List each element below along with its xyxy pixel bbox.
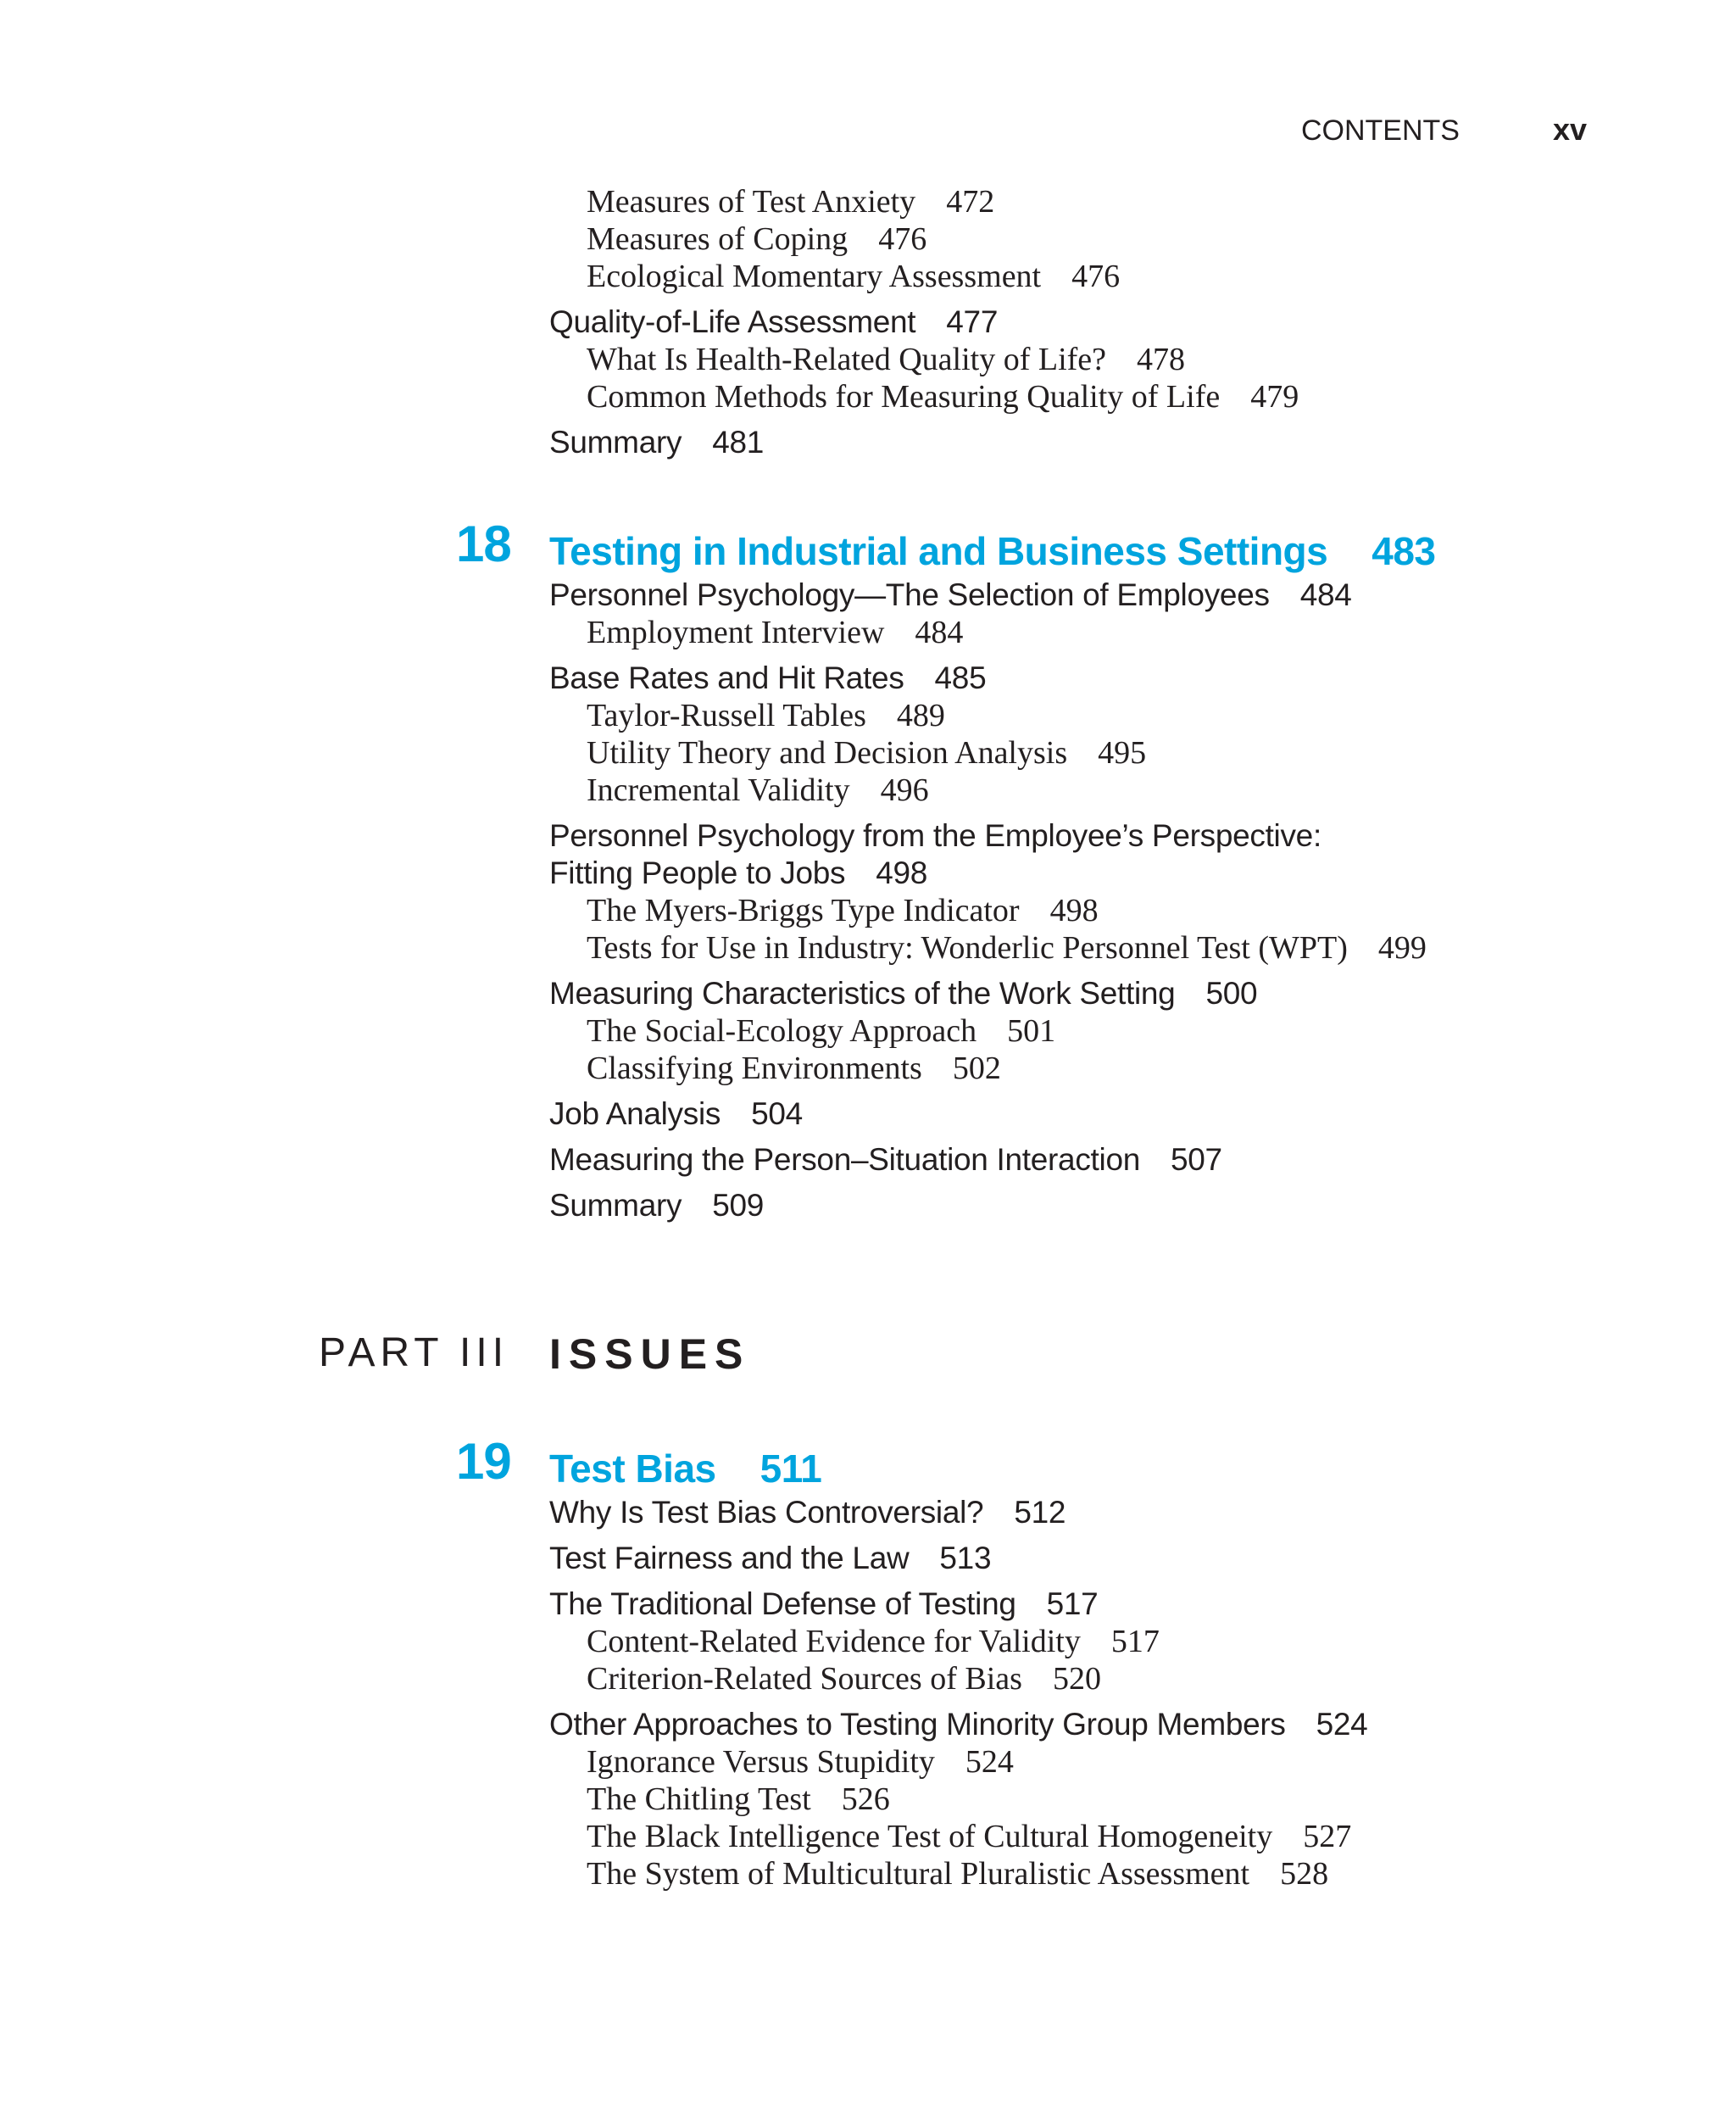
toc-section-entry[interactable] [549, 1706, 1367, 1743]
entry-title: Incremental Validity [587, 772, 850, 808]
entry-title: Why Is Test Bias Controversial? [549, 1495, 984, 1530]
entry-title: Content-Related Evidence for Validity [587, 1624, 1081, 1659]
entry-title: Test Fairness and the Law [549, 1541, 910, 1575]
toc-section-entry[interactable] [549, 660, 1435, 697]
entry-page-number: 526 [841, 1781, 890, 1817]
entry-page-number: 504 [751, 1096, 803, 1131]
toc-section-entry[interactable] [549, 577, 1435, 614]
toc-subsection-entry[interactable] [549, 892, 1435, 929]
entry-title: The Black Intelligence Test of Cultural Homogeneity [587, 1819, 1273, 1854]
entry-title: Utility Theory and Decision Analysis [587, 735, 1068, 771]
entry-page-number: 477 [946, 304, 999, 339]
entry-title: Job Analysis [549, 1096, 721, 1131]
chapter-title: Testing in Industrial and Business Settings [549, 529, 1328, 573]
entry-page-number: 489 [896, 698, 945, 733]
entry-title: Summary [549, 425, 682, 460]
toc-subsection-entry[interactable] [549, 341, 1299, 378]
toc-section-entry[interactable] [549, 975, 1435, 1012]
toc-section-entry[interactable] [549, 1187, 1435, 1224]
entry-page-number: 507 [1171, 1142, 1222, 1177]
toc-section-entry[interactable] [549, 424, 1299, 461]
entry-title: Taylor-Russell Tables [587, 698, 866, 733]
chapter-page-number: 483 [1372, 529, 1436, 573]
chapter-number: 19 [456, 1433, 511, 1490]
chapter-title: Test Bias [549, 1446, 716, 1491]
entry-page-number: 495 [1098, 735, 1147, 771]
entry-page-number: 502 [952, 1051, 1001, 1086]
toc-subsection-entry[interactable] [549, 734, 1435, 772]
part-label: PART III [319, 1330, 509, 1375]
toc-continued-entries [549, 183, 1299, 461]
entry-page-number: 509 [712, 1188, 765, 1223]
entry-title: Quality-of-Life Assessment [549, 304, 916, 339]
toc-subsection-entry[interactable] [549, 258, 1299, 295]
entry-title: Measures of Test Anxiety [587, 184, 916, 220]
entry-title: Base Rates and Hit Rates [549, 661, 904, 695]
entry-page-number: 501 [1007, 1013, 1056, 1049]
entry-page-number: 528 [1280, 1856, 1329, 1892]
entry-title: Other Approaches to Testing Minority Group Members [549, 1707, 1286, 1742]
entry-title: Criterion-Related Sources of Bias [587, 1661, 1022, 1697]
entry-title: Personnel Psychology—The Selection of Employees [549, 577, 1270, 612]
toc-subsection-entry[interactable] [549, 220, 1299, 258]
part-title: ISSUES [549, 1330, 751, 1378]
toc-subsection-entry[interactable] [549, 1818, 1367, 1855]
toc-subsection-entry[interactable] [549, 183, 1299, 220]
toc-subsection-entry[interactable] [549, 929, 1435, 967]
entry-title: The Chitling Test [587, 1781, 811, 1817]
entry-title: Tests for Use in Industry: Wonderlic Personnel Test (WPT) [587, 930, 1348, 966]
entry-page-number: 498 [876, 856, 928, 890]
entry-page-number: 484 [1299, 577, 1352, 612]
entry-page-number: 527 [1303, 1819, 1352, 1854]
entry-title: Measures of Coping [587, 221, 849, 257]
entry-page-number: 498 [1049, 893, 1099, 928]
entry-page-number: 500 [1205, 976, 1258, 1011]
chapter-heading[interactable] [456, 516, 1436, 577]
chapter-19-entries [549, 1494, 1367, 1892]
chapter-18-entries [549, 577, 1435, 1224]
entry-page-number: 512 [1014, 1495, 1066, 1530]
toc-section-entry[interactable] [549, 1141, 1435, 1179]
entry-page-number: 524 [965, 1744, 1014, 1780]
entry-page-number: 484 [915, 615, 964, 650]
chapter-page-number: 511 [760, 1446, 822, 1491]
toc-subsection-entry[interactable] [549, 1781, 1367, 1818]
entry-title: Fitting People to Jobs [549, 856, 846, 890]
toc-subsection-entry[interactable] [549, 697, 1435, 734]
toc-subsection-entry[interactable] [549, 1050, 1435, 1087]
toc-subsection-entry[interactable] [549, 378, 1299, 415]
toc-section-entry[interactable] [549, 1095, 1435, 1133]
entry-title: The Social-Ecology Approach [587, 1013, 977, 1049]
toc-section-entry[interactable] [549, 1540, 1367, 1577]
entry-title: Measuring Characteristics of the Work Setting [549, 976, 1176, 1011]
entry-title: Classifying Environments [587, 1051, 922, 1086]
chapter-18-section [456, 516, 1436, 1224]
entry-title: Ecological Momentary Assessment [587, 259, 1042, 294]
entry-page-number: 513 [939, 1541, 992, 1575]
running-head-page-number: xv [1552, 112, 1587, 147]
entry-page-number: 472 [946, 184, 995, 220]
entry-title: Personnel Psychology from the Employee’s Perspective: [549, 818, 1321, 853]
entry-page-number: 517 [1110, 1624, 1160, 1659]
entry-page-number: 479 [1250, 379, 1299, 415]
entry-page-number: 478 [1137, 342, 1186, 377]
entry-page-number: 476 [1071, 259, 1121, 294]
entry-title: Measuring the Person–Situation Interaction [549, 1142, 1140, 1177]
entry-page-number: 496 [880, 772, 929, 808]
chapter-heading[interactable] [456, 1433, 1367, 1494]
toc-subsection-entry[interactable] [549, 1855, 1367, 1892]
running-head [1301, 112, 1587, 146]
toc-section-entry[interactable] [549, 855, 1435, 892]
entry-page-number: 476 [878, 221, 927, 257]
entry-page-number: 481 [712, 425, 765, 460]
toc-subsection-entry[interactable] [549, 1660, 1367, 1697]
toc-section-entry[interactable] [549, 1494, 1367, 1531]
toc-subsection-entry[interactable] [549, 1012, 1435, 1050]
entry-page-number: 499 [1377, 930, 1427, 966]
entry-title: Summary [549, 1188, 682, 1223]
chapter-number: 18 [456, 516, 511, 572]
entry-page-number: 485 [934, 661, 987, 695]
toc-section-entry[interactable] [549, 304, 1299, 341]
toc-section-entry[interactable] [549, 817, 1435, 855]
entry-title: Ignorance Versus Stupidity [587, 1744, 935, 1780]
running-head-label: CONTENTS [1300, 114, 1460, 147]
toc-section-entry[interactable] [549, 1586, 1367, 1623]
toc-subsection-entry[interactable] [549, 1743, 1367, 1781]
entry-title: Employment Interview [587, 615, 885, 650]
entry-page-number: 520 [1052, 1661, 1101, 1697]
entry-title: The Myers-Briggs Type Indicator [587, 893, 1020, 928]
chapter-19-section [456, 1433, 1368, 1892]
part-heading [319, 1329, 751, 1378]
entry-page-number: 517 [1046, 1586, 1099, 1621]
entry-title: The Traditional Defense of Testing [549, 1586, 1016, 1621]
entry-title: What Is Health-Related Quality of Life? [587, 342, 1107, 377]
toc-subsection-entry[interactable] [549, 772, 1435, 809]
entry-title: The System of Multicultural Pluralistic Assessment [587, 1856, 1250, 1892]
toc-subsection-entry[interactable] [549, 614, 1435, 651]
entry-page-number: 524 [1316, 1707, 1368, 1742]
toc-subsection-entry[interactable] [549, 1623, 1367, 1660]
entry-title: Common Methods for Measuring Quality of Life [587, 379, 1221, 415]
